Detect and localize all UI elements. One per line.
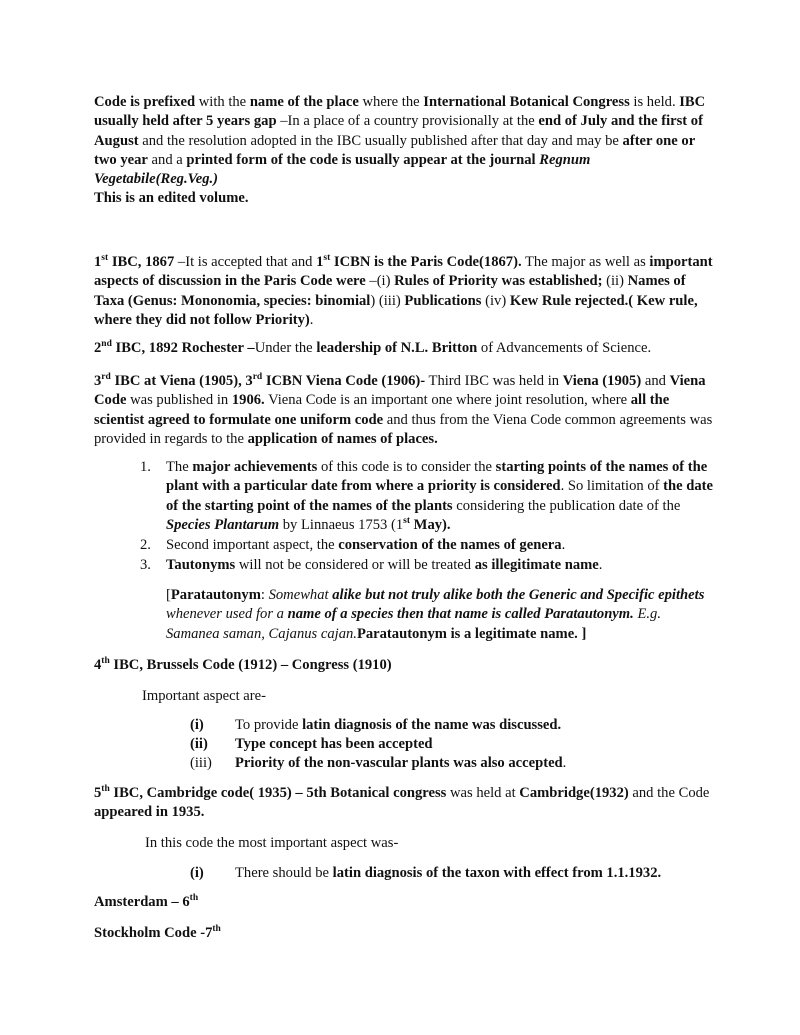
fifth-ibc-intro: In this code the most important aspect was- [145, 835, 399, 851]
amsterdam-heading: Amsterdam – 6th [94, 893, 199, 910]
fourth-ibc-intro: Important aspect are- [142, 688, 266, 704]
second-ibc-paragraph: 2nd IBC, 1892 Rochester –Under the leadership of N.L. Britton of Advancements of Science. [94, 339, 652, 356]
fourth-ibc-heading: 4th IBC, Brussels Code (1912) – Congress (1910) [94, 656, 392, 673]
list-item: 2. Second important aspect, the conservation of the names of genera. [140, 537, 566, 553]
fifth-ibc-paragraph: 5th IBC, Cambridge code( 1935) – 5th Botanical congress was held at Cambridge(1932) and the Code appeared in 1935. [94, 784, 710, 821]
stockholm-heading: Stockholm Code -7th [94, 924, 221, 941]
list-item: 3. Tautonyms will not be considered or will be treated as illegitimate name. [140, 557, 603, 573]
list-item: 1. The major achievements of this code is to consider the starting points of the names of the plant with a particular date from where a priority is considered. So limitation of the date of the starting point of the names of the plants considering the publication date of the Species Plantarum by Linnaeus 1753 (1st May). [140, 459, 713, 533]
document-page: Code is prefixed with the name of the place where the International Botanical Congress is held. IBC usually held after 5 years gap –In a place of a country provisionally at the end of July and the first of August and the resolution adopted in the IBC usually published after that day and may be after one or two year and a printed form of the code is usually appear at the journal Regnum Vegetabile(Reg.Veg.) This is an edited volume. 1st IBC, 1867 –It is accepted that and 1st ICBN is the Paris Code(1867). The major as well as important aspects of discussion in the Paris Code were –(i) Rules of Priority was established; (ii) Names of Taxa (Genus: Mononomia, species: binomial) (iii) Publications (iv) Kew Rule rejected.( Kew rule, where they did not follow Priority). 2nd IBC, 1892 Rochester –Under the leadership of N.L. Britton of Advancements of Science. 3rd IBC at Viena (1905), 3rd ICBN Viena Code (1906)- Third IBC was held in Viena (1905) and Viena Code was published in 1906. Viena Code is an important one where joint resolution, where all the scientist agreed to formulate one uniform code and thus from the Viena Code common agreements was provided in regards to the application of names of places. 1. The major achievements of this code is to consider the starting points of the names of the plant with a particular date from where a priority is considered. So limitation of the date of the starting point of the names of the plants considering the publication date of the Species Plantarum by Linnaeus 1753 (1st May). 2. Second important aspect, the conservation of the names of genera. 3. Tautonyms will not be considered or will be treated as illegitimate name. [Parataut​onym: Somewhat alike but not truly alike both the Generic and Specific epithets whenever used for a name of a species then that name is called Parataut​onym. E.g. Samanea saman, Cajanus cajan.Parataut​onym is a legitimate name. ] 4th IBC, Brussels Code (1912) – Congress (1910) Important aspect are- (i) To provide latin diagnosis of the name was discussed. (ii) Type concept has been accepted (iii) Priority of the non-vascular plants was also accepted. 5th IBC, Cambridge code( 1935) – 5th Botanical congress was held at Cambridge(1932) and the Code appeared in 1935. In this code the most important aspect was- (i) There should be latin diagnosis of the taxon with effect from 1.1.1932. Amsterdam – 6th Stockholm Code -7th [0, 0, 800, 1035]
parataut-note: [Parataut​onym: Somewhat alike but not truly alike both the Generic and Specific epithets whenever used for a name of a species then that name is called Parataut​onym. E.g. Samanea saman, Cajanus cajan.Parataut​onym is a legitimate name. ] [166, 587, 705, 642]
third-ibc-paragraph: 3rd IBC at Viena (1905), 3rd ICBN Viena Code (1906)- Third IBC was held in Viena (1905) and Viena Code was published in 1906. Viena Code is an important one where joint resolution, where all the scientist agreed to formulate one uniform code and thus from the Viena Code common agreements was provided in regards to the application of names of places. [94, 372, 713, 447]
first-ibc-paragraph: 1st IBC, 1867 –It is accepted that and 1st ICBN is the Paris Code(1867). The major as well as important aspects of discussion in the Paris Code were –(i) Rules of Priority was established; (ii) Names of Taxa (Genus: Mononomia, species: binomial) (iii) Publications (iv) Kew Rule rejected.( Kew rule, where they did not follow Priority). [94, 253, 713, 328]
intro-paragraph: Code is prefixed with the name of the place where the International Botanical Congress is held. IBC usually held after 5 years gap –In a place of a country provisionally at the end of July and the first of August and the resolution adopted in the IBC usually published after that day and may be after one or two year and a printed form of the code is usually appear at the journal Regnum Vegetabile(Reg.Veg.) This is an edited volume. [94, 94, 706, 207]
